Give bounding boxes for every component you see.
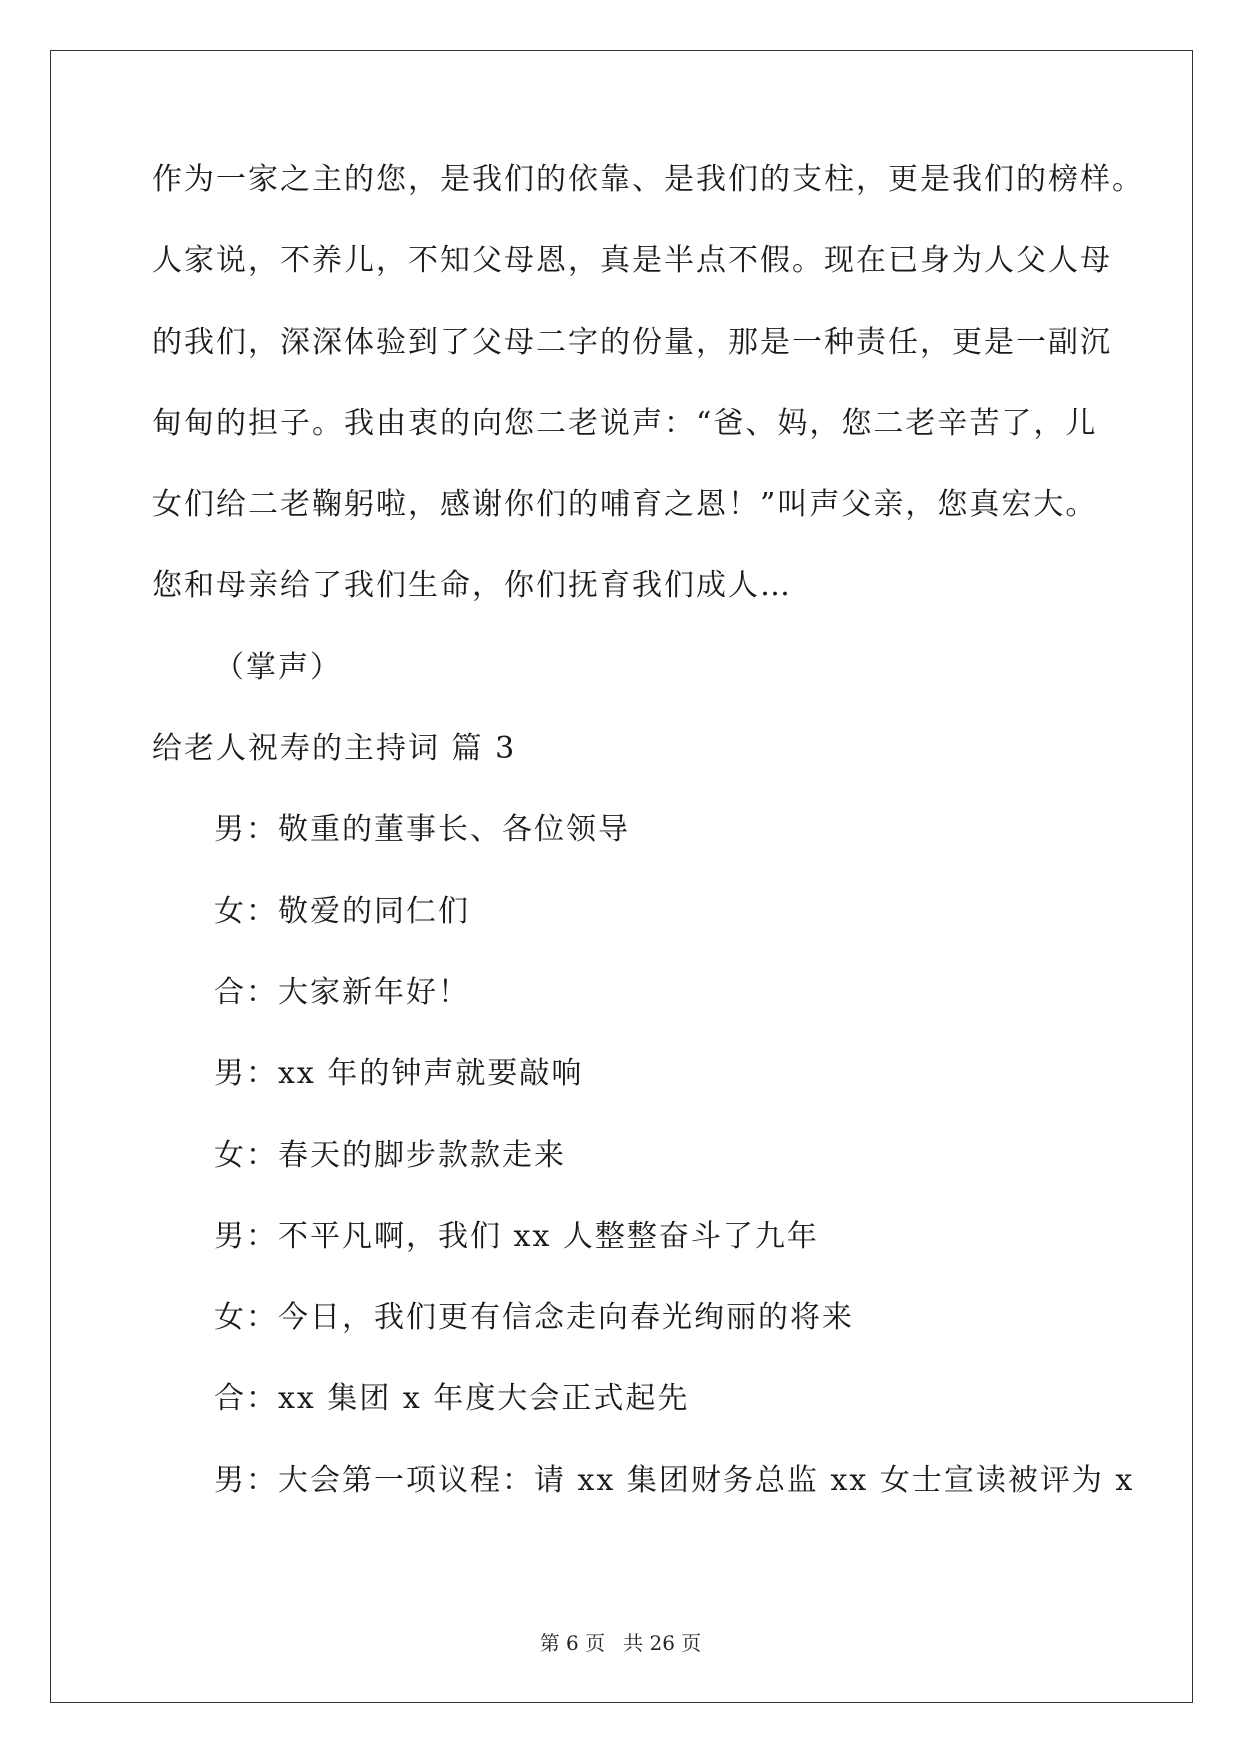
section-heading: 给老人祝寿的主持词 篇 3 [152, 731, 517, 767]
page-number: 第 6 页 [539, 1631, 606, 1655]
document-body [152, 160, 1144, 1542]
page-footer [0, 1630, 1241, 1656]
applause-note: （掌声） [214, 649, 342, 685]
dialogue-line: 女：敬爱的同仁们 [214, 893, 470, 929]
dialogue-line: 女：今日，我们更有信念走向春光绚丽的将来 [214, 1300, 854, 1336]
text-line: 女们给二老鞠躬啦，感谢你们的哺育之恩！”叫声父亲，您真宏大。 [152, 487, 1098, 523]
text-line: 甸甸的担子。我由衷的向您二老说声：“爸、妈，您二老辛苦了，儿 [152, 405, 1098, 441]
dialogue-line: 男：xx 年的钟声就要敲响 [214, 1056, 584, 1092]
dialogue-line: 合：大家新年好！ [214, 974, 470, 1010]
text-line: 作为一家之主的您，是我们的依靠、是我们的支柱，更是我们的榜样。 [152, 162, 1144, 197]
dialogue-line: 女：春天的脚步款款走来 [214, 1137, 566, 1173]
page-total: 共 26 页 [623, 1631, 702, 1655]
dialogue-line: 男：大会第一项议程：请 xx 集团财务总监 xx 女士宣读被评为 x [214, 1462, 1135, 1498]
dialogue-line: 男：敬重的董事长、各位领导 [214, 812, 630, 848]
dialogue-line: 合：xx 集团 x 年度大会正式起先 [214, 1381, 690, 1417]
text-line: 的我们，深深体验到了父母二字的份量，那是一种责任，更是一副沉 [152, 324, 1112, 360]
text-line: 您和母亲给了我们生命，你们抚育我们成人… [152, 568, 792, 604]
dialogue-line: 男：不平凡啊，我们 xx 人整整奋斗了九年 [214, 1218, 819, 1254]
text-line: 人家说，不养儿，不知父母恩，真是半点不假。现在已身为人父人母 [152, 243, 1112, 279]
